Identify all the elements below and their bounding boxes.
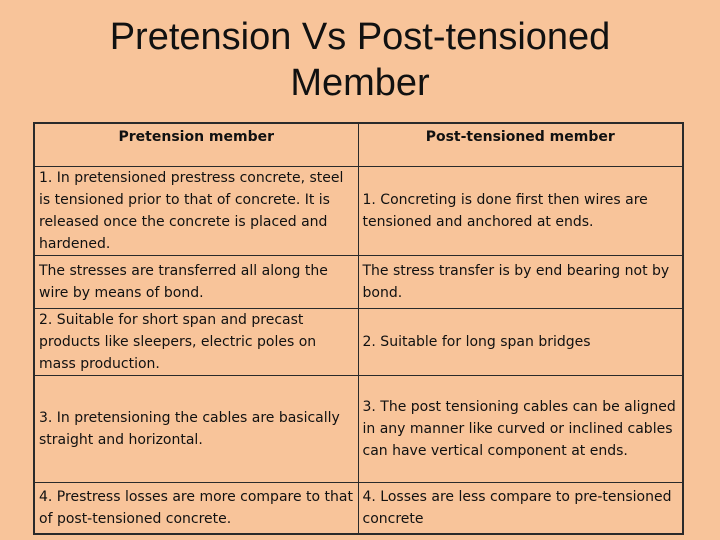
post-tensioned-cell: 4. Losses are less compare to pre-tensioned concrete — [358, 483, 683, 535]
table-row — [34, 256, 683, 309]
table-row — [34, 309, 683, 376]
pretension-cell: 4. Prestress losses are more compare to that of post-tensioned concrete. — [34, 483, 358, 535]
pretension-cell: 3. In pretensioning the cables are basically straight and horizontal. — [34, 376, 358, 483]
post-tensioned-cell: 2. Suitable for long span bridges — [358, 309, 683, 376]
title-line-1: Pretension Vs Post-tensioned — [109, 16, 611, 58]
post-tensioned-cell: The stress transfer is by end bearing not by bond. — [358, 256, 683, 309]
table-row — [34, 376, 683, 483]
comparison-table — [33, 122, 684, 535]
table-header-row — [34, 123, 683, 167]
pretension-cell: 1. In pretensioned prestress concrete, steel is tensioned prior to that of concrete. It is released once the concrete is placed and hardened. — [34, 167, 358, 256]
post-tensioned-cell: 1. Concreting is done first then wires are tensioned and anchored at ends. — [358, 167, 683, 256]
table-row — [34, 167, 683, 256]
post-tensioned-cell: 3. The post tensioning cables can be aligned in any manner like curved or inclined cables can have vertical component at ends. — [358, 376, 683, 483]
header-pretension: Pretension member — [34, 123, 358, 167]
page-title — [0, 14, 720, 106]
header-post-tensioned: Post-tensioned member — [358, 123, 683, 167]
table-row — [34, 483, 683, 535]
pretension-cell: The stresses are transferred all along the wire by means of bond. — [34, 256, 358, 309]
pretension-cell: 2. Suitable for short span and precast products like sleepers, electric poles on mass production. — [34, 309, 358, 376]
title-line-2: Member — [290, 62, 430, 104]
